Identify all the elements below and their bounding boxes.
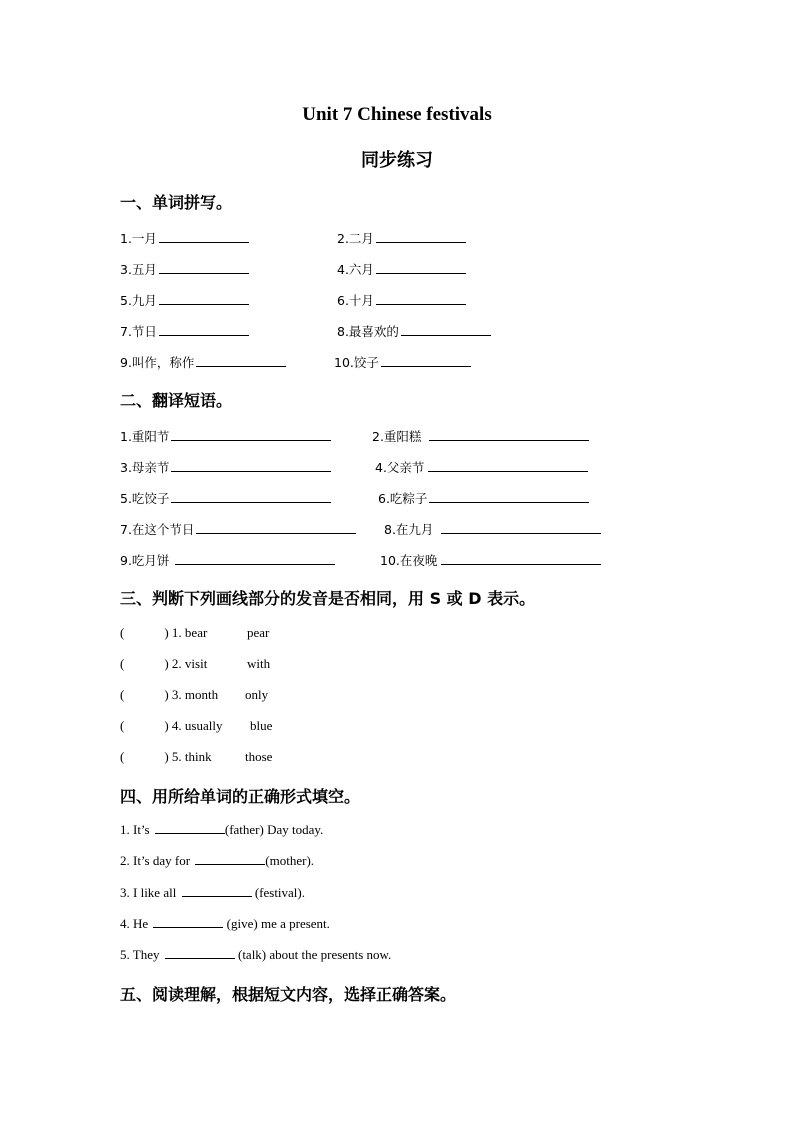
answer-blank[interactable] <box>428 470 588 472</box>
answer-blank[interactable] <box>429 501 589 503</box>
answer-blank[interactable] <box>159 272 249 274</box>
section4-heading: 四、用所给单词的正确形式填空。 <box>120 787 361 806</box>
sound-item-3-word2: only <box>245 687 269 702</box>
answer-blank[interactable] <box>165 957 235 959</box>
phrase-item-6: 6.吃粽子 <box>378 489 589 507</box>
vocab-item-8: 8.最喜欢的 <box>337 322 491 340</box>
vocab-item-5: 5.九月 <box>120 291 249 309</box>
sound-item-5-word2: those <box>245 749 273 764</box>
answer-blank[interactable] <box>175 563 335 565</box>
vocab-item-6: 6.十月 <box>337 291 466 309</box>
sound-item-5: ( ) 5. think <box>120 749 212 764</box>
answer-blank[interactable] <box>171 470 331 472</box>
phrase-item-2: 2.重阳糕 <box>372 427 589 445</box>
section1-heading: 一、单词拼写。 <box>120 193 233 212</box>
answer-blank[interactable] <box>171 501 331 503</box>
answer-blank[interactable] <box>376 272 466 274</box>
answer-blank[interactable] <box>159 241 249 243</box>
phrase-item-3: 3.母亲节 <box>120 458 331 476</box>
answer-blank[interactable] <box>441 563 601 565</box>
section2-heading: 二、翻译短语。 <box>120 391 233 410</box>
sound-item-3: ( ) 3. month <box>120 687 219 702</box>
vocab-item-4: 4.六月 <box>337 260 466 278</box>
sound-item-2-word2: with <box>247 656 271 671</box>
vocab-item-10: 10.饺子 <box>334 353 471 371</box>
answer-blank[interactable] <box>401 334 491 336</box>
answer-blank[interactable] <box>376 241 466 243</box>
vocab-item-7: 7.节日 <box>120 322 249 340</box>
answer-blank[interactable] <box>182 895 252 897</box>
sound-item-4: ( ) 4. usually <box>120 718 223 733</box>
answer-blank[interactable] <box>155 832 225 834</box>
page-subtitle: 同步练习 <box>361 150 433 171</box>
answer-blank[interactable] <box>429 439 589 441</box>
fill-item-1: 1. It’s (father) Day today. <box>120 822 324 837</box>
fill-item-4: 4. He (give) me a present. <box>120 916 330 931</box>
vocab-item-2: 2.二月 <box>337 229 466 247</box>
phrase-item-7: 7.在这个节日 <box>120 520 356 538</box>
section5-heading: 五、阅读理解，根据短文内容，选择正确答案。 <box>120 985 457 1004</box>
answer-blank[interactable] <box>376 303 466 305</box>
answer-blank[interactable] <box>195 863 265 865</box>
phrase-item-5: 5.吃饺子 <box>120 489 331 507</box>
section3-heading: 三、判断下列画线部分的发音是否相同，用 S 或 D 表示。 <box>120 589 536 608</box>
vocab-item-3: 3.五月 <box>120 260 249 278</box>
sound-item-2: ( ) 2. visit <box>120 656 208 671</box>
vocab-item-1: 1.一月 <box>120 229 249 247</box>
answer-blank[interactable] <box>381 365 471 367</box>
sound-item-1-word2: pear <box>247 625 270 640</box>
fill-item-3: 3. I like all (festival). <box>120 885 305 900</box>
answer-blank[interactable] <box>159 334 249 336</box>
fill-item-2: 2. It’s day for (mother). <box>120 853 315 868</box>
sound-item-1: ( ) 1. bear <box>120 625 208 640</box>
vocab-item-9: 9.叫作，称作 <box>120 353 286 371</box>
answer-blank[interactable] <box>159 303 249 305</box>
phrase-item-1: 1.重阳节 <box>120 427 331 445</box>
answer-blank[interactable] <box>196 532 356 534</box>
answer-blank[interactable] <box>153 926 223 928</box>
phrase-item-10: 10.在夜晚 <box>380 551 601 569</box>
phrase-item-8: 8.在九月 <box>384 520 601 538</box>
answer-blank[interactable] <box>171 439 331 441</box>
sound-item-4-word2: blue <box>250 718 273 733</box>
page-title: Unit 7 Chinese festivals <box>302 104 492 125</box>
phrase-item-4: 4.父亲节 <box>375 458 588 476</box>
phrase-item-9: 9.吃月饼 <box>120 551 335 569</box>
answer-blank[interactable] <box>196 365 286 367</box>
fill-item-5: 5. They (talk) about the presents now. <box>120 947 392 962</box>
answer-blank[interactable] <box>441 532 601 534</box>
